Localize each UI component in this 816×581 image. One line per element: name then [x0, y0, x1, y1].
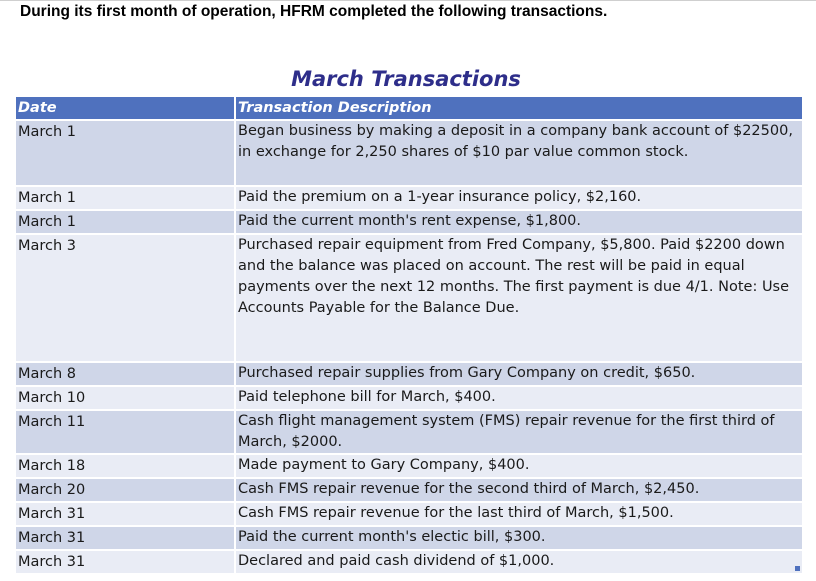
transactions-table — [16, 97, 802, 575]
row-description: Paid the current month's electic bill, $300. — [235, 526, 802, 550]
table-row — [16, 502, 802, 526]
table-row — [16, 120, 802, 186]
table-row — [16, 210, 802, 234]
row-description: Declared and paid cash dividend of $1,000. — [235, 550, 802, 574]
row-description: Purchased repair supplies from Gary Company on credit, $650. — [235, 362, 802, 386]
table-row — [16, 386, 802, 410]
date-column-header: Date — [16, 97, 235, 120]
row-description: Cash FMS repair revenue for the second third of March, $2,450. — [235, 478, 802, 502]
row-date: March 31 — [16, 550, 235, 574]
row-description: Paid the premium on a 1-year insurance policy, $2,160. — [235, 186, 802, 210]
table-row — [16, 550, 802, 574]
table-title: March Transactions — [291, 67, 521, 91]
top-rule — [0, 0, 816, 1]
table-header-row — [16, 97, 802, 120]
intro-text: During its first month of operation, HFRM completed the following transactions. — [20, 3, 608, 20]
row-description: Purchased repair equipment from Fred Company, $5,800. Paid $2200 down and the balance was placed on account. The rest will be paid in equal payments over the next 12 months. The first payment is due 4/1. Note: Use Accounts Payable for the Balance Due. — [235, 234, 802, 362]
corner-marker — [795, 566, 800, 571]
table-row — [16, 362, 802, 386]
table-row — [16, 454, 802, 478]
table-row — [16, 410, 802, 454]
row-date: March 31 — [16, 526, 235, 550]
row-date: March 10 — [16, 386, 235, 410]
row-date: March 1 — [16, 210, 235, 234]
table-row — [16, 234, 802, 362]
row-date: March 31 — [16, 502, 235, 526]
row-date: March 18 — [16, 454, 235, 478]
row-date: March 3 — [16, 234, 235, 362]
table-row — [16, 478, 802, 502]
row-date: March 11 — [16, 410, 235, 454]
table-row — [16, 526, 802, 550]
row-description: Paid the current month's rent expense, $1,800. — [235, 210, 802, 234]
row-description: Paid telephone bill for March, $400. — [235, 386, 802, 410]
table-row — [16, 186, 802, 210]
row-date: March 8 — [16, 362, 235, 386]
description-column-header: Transaction Description — [235, 97, 802, 120]
row-description: Made payment to Gary Company, $400. — [235, 454, 802, 478]
row-description: Cash flight management system (FMS) repair revenue for the first third of March, $2000. — [235, 410, 802, 454]
row-date: March 1 — [16, 186, 235, 210]
row-description: Began business by making a deposit in a company bank account of $22500, in exchange for 2,250 shares of $10 par value common stock. — [235, 120, 802, 186]
row-description: Cash FMS repair revenue for the last third of March, $1,500. — [235, 502, 802, 526]
row-date: March 20 — [16, 478, 235, 502]
row-date: March 1 — [16, 120, 235, 186]
